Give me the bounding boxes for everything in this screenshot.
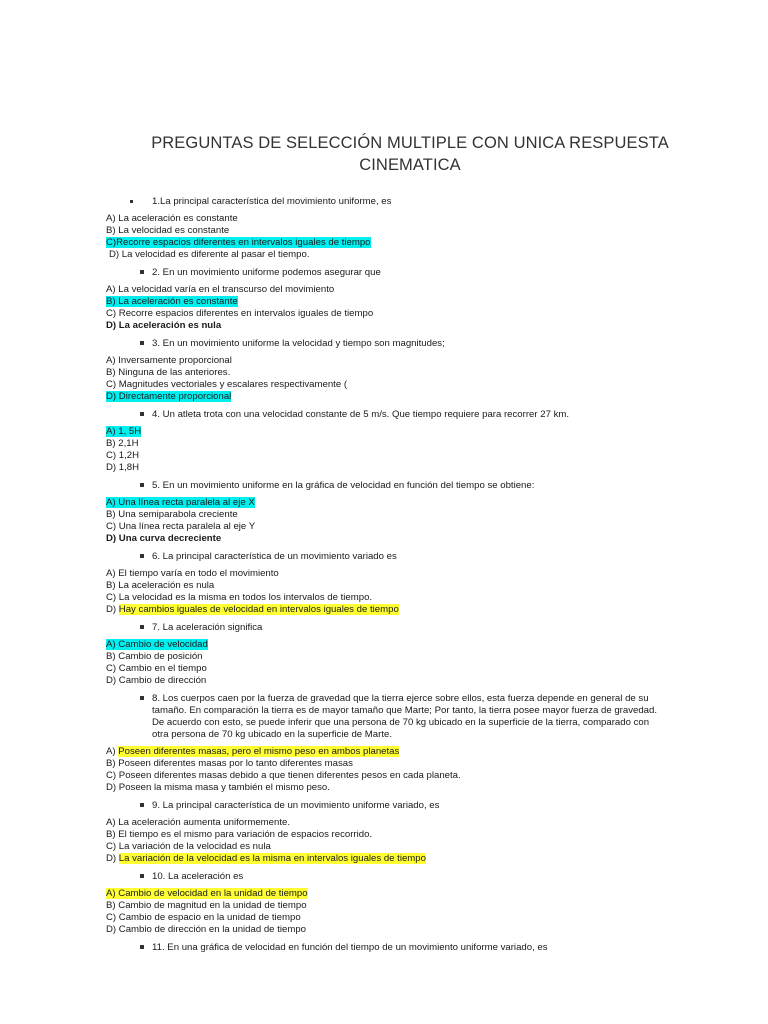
option-d: [0, 604, 768, 616]
bullet-icon: [140, 483, 144, 487]
question-1: [0, 196, 768, 208]
option-b: B) Poseen diferentes masas por lo tanto diferentes masas: [106, 758, 353, 769]
bullet-icon: [140, 696, 144, 700]
question-6: [0, 551, 768, 563]
option-d: D) 1,8H: [106, 462, 140, 473]
question-2: [0, 267, 768, 279]
question-text: 10. La aceleración es: [152, 871, 244, 882]
option-a-highlighted: A) Una línea recta paralela al eje X: [106, 497, 255, 508]
option-d: D) Cambio de dirección: [106, 675, 207, 686]
option-c: C) Poseen diferentes masas debido a que tienen diferentes pesos en cada planeta.: [106, 770, 461, 781]
bullet-icon: [140, 625, 144, 629]
question-5: [0, 480, 768, 492]
option-d-letter: D): [106, 604, 117, 615]
option-a-highlighted: A) Cambio de velocidad en la unidad de tiempo: [106, 888, 308, 899]
question-text: 8. Los cuerpos caen por la fuerza de gravedad que la tierra ejerce sobre ellos, esta fuerza depende en general de su tamaño. En comparación la tierra es de mayor tamaño que Marte; Por tanto, la tierra posee mayor fuerza de gravedad. De acuerdo con esto, se puede inferir que una persona de 70 kg ubicado en la superficie de la tierra, comparado con otra persona de 70 kg ubicado en la superficie de Marte.: [152, 693, 658, 740]
option-b: B) El tiempo es el mismo para variación de espacios recorrido.: [106, 829, 373, 840]
question-9: [0, 800, 768, 812]
options-9: [0, 817, 768, 865]
options-3: [0, 355, 768, 403]
question-text: 9. La principal característica de un movimiento uniforme variado, es: [152, 800, 440, 811]
question-text: 11. En una gráfica de velocidad en función del tiempo de un movimiento uniforme variado, es: [152, 942, 548, 953]
option-b: B) Cambio de magnitud en la unidad de tiempo: [106, 900, 307, 911]
option-b: B) Cambio de posición: [106, 651, 203, 662]
option-c: C) La velocidad es la misma en todos los intervalos de tiempo.: [106, 592, 373, 603]
option-c: C) Cambio de espacio en la unidad de tiempo: [106, 912, 301, 923]
option-a: A) Inversamente proporcional: [106, 355, 232, 366]
options-6: [0, 568, 768, 616]
question-text: 6. La principal característica de un movimiento variado es: [152, 551, 397, 562]
options-4: [0, 426, 768, 474]
question-text: 5. En un movimiento uniforme en la gráfica de velocidad en función del tiempo se obtiene:: [152, 480, 535, 491]
option-d: [0, 853, 768, 865]
option-b: B) Una semiparabola creciente: [106, 509, 238, 520]
option-d: D) Cambio de dirección en la unidad de tiempo: [106, 924, 306, 935]
document-title: [140, 132, 680, 176]
question-4: [0, 409, 768, 421]
option-c: C) 1,2H: [106, 450, 140, 461]
option-b: B) La velocidad es constante: [106, 225, 230, 236]
option-d: D) Una curva decreciente: [106, 533, 222, 544]
title-line-2: CINEMATICA: [359, 156, 461, 174]
option-a-highlighted: A) 1, 5H: [106, 426, 142, 437]
question-text: 2. En un movimiento uniforme podemos asegurar que: [152, 267, 381, 278]
option-a: [0, 746, 768, 758]
question-text: 7. La aceleración significa: [152, 622, 263, 633]
bullet-icon: [140, 945, 144, 949]
options-2: [0, 284, 768, 332]
option-c: C) La variación de la velocidad es nula: [106, 841, 271, 852]
option-d-letter: D): [106, 853, 117, 864]
option-b-highlighted: B) La aceleración es constante: [106, 296, 238, 307]
option-d: D) Poseen la misma masa y también el mismo peso.: [106, 782, 330, 793]
question-3: [0, 338, 768, 350]
option-b: B) La aceleración es nula: [106, 580, 215, 591]
question-text: 1.La principal característica del movimiento uniforme, es: [152, 196, 392, 207]
option-c: C) Magnitudes vectoriales y escalares respectivamente (: [106, 379, 348, 390]
option-d: D) La velocidad es diferente al pasar el tiempo.: [109, 249, 310, 260]
question-list: [0, 196, 768, 959]
options-1: [0, 213, 768, 261]
option-b: B) Ninguna de las anteriores.: [106, 367, 231, 378]
bullet-icon: [140, 270, 144, 274]
option-a-highlighted: A) Cambio de velocidad: [106, 639, 208, 650]
option-a-letter: A): [106, 746, 116, 757]
option-a: A) El tiempo varía en todo el movimiento: [106, 568, 279, 579]
option-a: A) La velocidad varía en el transcurso del movimiento: [106, 284, 335, 295]
bullet-icon: [130, 200, 133, 203]
options-5: [0, 497, 768, 545]
option-d-highlighted: Hay cambios iguales de velocidad en intervalos iguales de tiempo: [118, 604, 399, 615]
option-c: C) Cambio en el tiempo: [106, 663, 207, 674]
question-11: [0, 942, 768, 954]
question-10: [0, 871, 768, 883]
option-a-highlighted: Poseen diferentes masas, pero el mismo peso en ambos planetas: [118, 746, 400, 757]
options-7: [0, 639, 768, 687]
title-line-1: PREGUNTAS DE SELECCIÓN MULTIPLE CON UNICA RESPUESTA: [151, 134, 669, 152]
option-a: A) La aceleración es constante: [106, 213, 238, 224]
bullet-icon: [140, 803, 144, 807]
bullet-icon: [140, 874, 144, 878]
question-text: 3. En un movimiento uniforme la velocidad y tiempo son magnitudes;: [152, 338, 445, 349]
bullet-icon: [140, 341, 144, 345]
options-8: [0, 746, 768, 794]
option-d-highlighted: La variación de la velocidad es la misma en intervalos iguales de tiempo: [118, 853, 426, 864]
bullet-icon: [140, 412, 144, 416]
question-8: [0, 693, 768, 741]
question-7: [0, 622, 768, 634]
option-c-highlighted: C)Recorre espacios diferentes en intervalos iguales de tiempo: [106, 237, 371, 248]
option-d-highlighted: D) Directamente proporcional: [106, 391, 232, 402]
option-c: C) Una línea recta paralela al eje Y: [106, 521, 256, 532]
option-a: A) La aceleración aumenta uniformemente.: [106, 817, 290, 828]
option-c: C) Recorre espacios diferentes en intervalos iguales de tiempo: [106, 308, 374, 319]
option-b: B) 2,1H: [106, 438, 139, 449]
options-10: [0, 888, 768, 936]
bullet-icon: [140, 554, 144, 558]
option-d: D) La aceleración es nula: [106, 320, 222, 331]
question-text: 4. Un atleta trota con una velocidad constante de 5 m/s. Que tiempo requiere para recorrer 27 km.: [152, 409, 570, 420]
